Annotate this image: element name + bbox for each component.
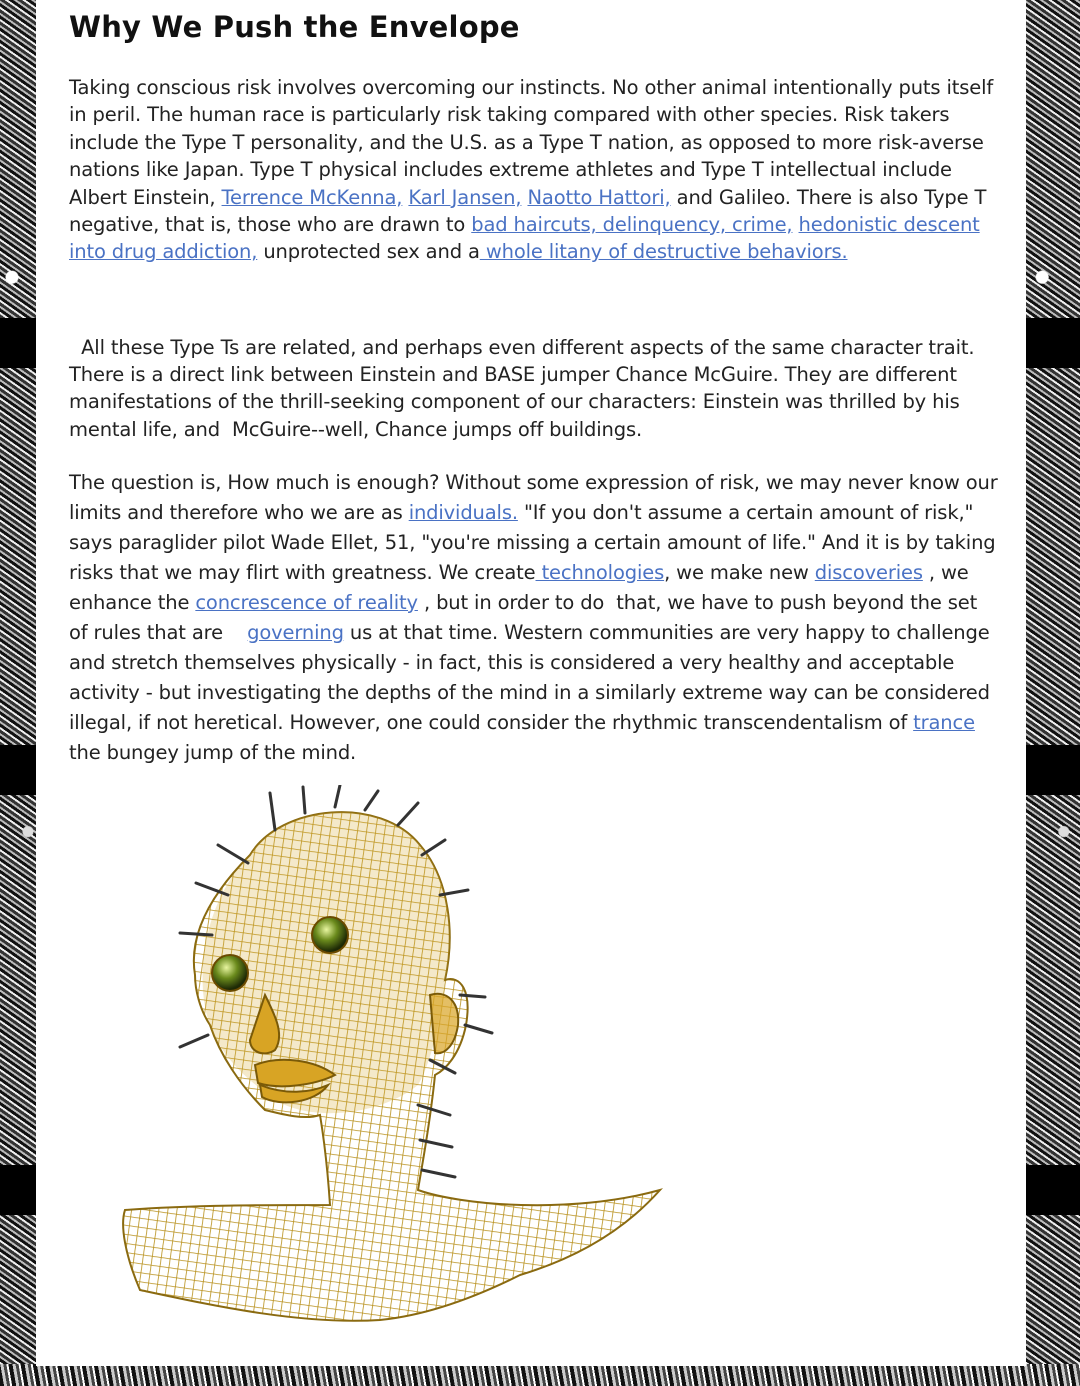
paragraph-text: Taking conscious risk involves overcoming our instincts. No other animal intentionally puts itself in peril. The human race is particularly risk taking compared with other species. Risk takers include the Type T personality, and the U.S. as a Type T nation, as opposed to more risk-averse nations like Japan. Type T physical includes extreme athletes and Type T intellectual include Albert Einstein, — [69, 76, 994, 209]
page-title: Why We Push the Envelope — [69, 10, 520, 44]
paragraph-text: and Galileo. There is also Type T negative, that is, those who are drawn to — [69, 185, 987, 237]
paragraph-text: us at that time. Western communities are very happy to challenge and stretch themselves physically - in fact, this is considered a very healthy and acceptable activity - but investigating the depths of the mind in a similarly extreme way can be considered illegal, if not heretical. However, one could consider the rhythmic transcendentalism of — [69, 621, 990, 734]
link-hedonistic-descent[interactable]: hedonistic descent into drug addiction, — [69, 213, 980, 264]
link-naotto-hattori[interactable]: Naotto Hattori, — [527, 185, 671, 209]
paragraph-text: the bungey jump of the mind. — [69, 741, 357, 764]
paragraph-text: , we make new — [664, 561, 815, 584]
link-karl-jansen[interactable]: Karl Jansen, — [408, 185, 522, 209]
paragraph-text: The question is, How much is enough? Without some expression of risk, we may never know our limits and therefore who we are as — [69, 471, 998, 524]
paragraph-text: unprotected sex and a — [257, 240, 480, 264]
paragraph-type-t — [69, 74, 999, 266]
link-terrence-mckenna[interactable]: Terrence McKenna, — [221, 185, 403, 209]
paragraph-text: , we enhance the — [69, 561, 969, 614]
head-mesh — [123, 812, 660, 1321]
wireframe-pinhead-icon — [100, 785, 670, 1330]
link-bad-haircuts[interactable]: bad haircuts, delinquency, crime, — [471, 213, 793, 237]
link-discoveries[interactable]: discoveries — [814, 561, 923, 584]
link-individuals[interactable]: individuals. — [408, 501, 518, 524]
link-trance[interactable]: trance — [913, 711, 975, 734]
paragraph-related-traits — [69, 334, 999, 443]
paragraph-how-much — [69, 468, 999, 768]
link-concrescence-of-reality[interactable]: concrescence of reality — [195, 591, 418, 614]
paragraph-text: "If you don't assume a certain amount of risk," says paraglider pilot Wade Ellet, 51, "you're missing a certain amount of life." And it is by taking risks that we may flirt with greatness. We create — [69, 501, 996, 584]
link-destructive-behaviors[interactable]: whole litany of destructive behaviors. — [479, 240, 848, 264]
article-page — [36, 0, 1026, 1366]
background-pattern-bottom — [0, 1364, 1080, 1386]
link-technologies[interactable]: technologies — [535, 561, 665, 584]
paragraph-text: , but in order to do that, we have to push beyond the set of rules that are — [69, 591, 984, 644]
link-governing[interactable]: governing — [247, 621, 344, 644]
paragraph-text: All these Type Ts are related, and perhaps even different aspects of the same character trait. There is a direct link between Einstein and BASE jumper Chance McGuire. They are different manifestations of the thrill-seeking component of our characters: Einstein was thrilled by his mental life, and McGuire--well, Chance jumps off buildings. — [69, 336, 981, 441]
